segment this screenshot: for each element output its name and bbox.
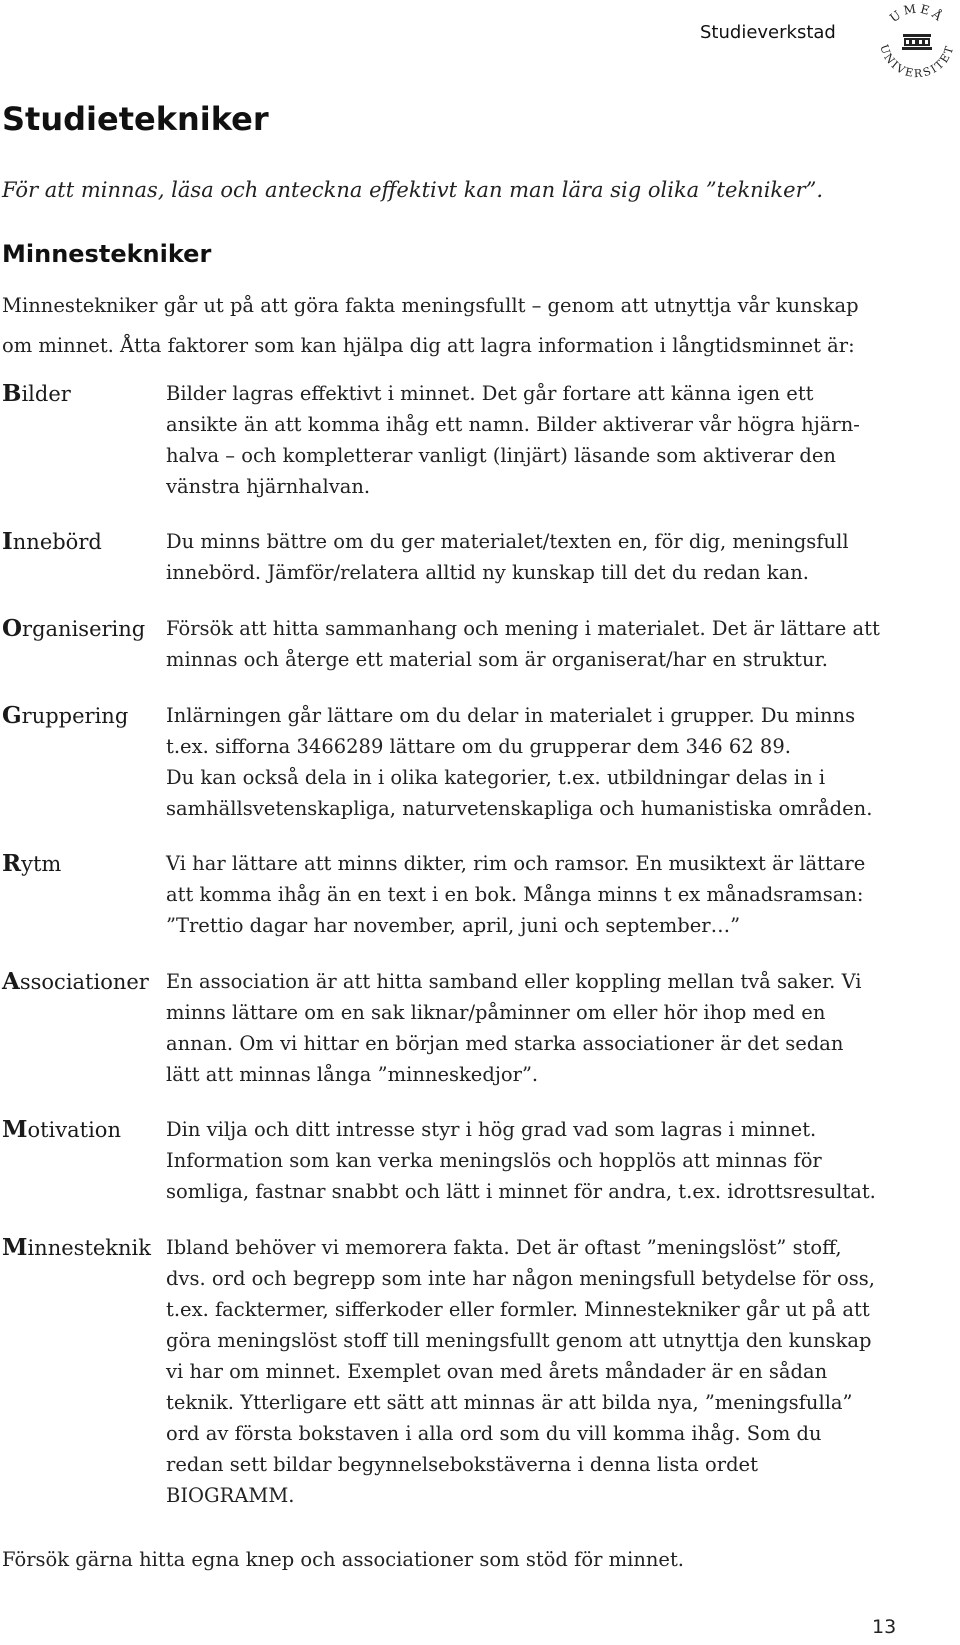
factor-line: redan sett bildar begynnelsebokstäverna i denna lista ordet [166, 1453, 758, 1476]
factor-initial: O [2, 615, 23, 642]
factor-term-rest: ilder [21, 382, 71, 406]
factor-initial: M [2, 1234, 28, 1261]
factor-line: minns lättare om en sak liknar/påminner om eller hör ihop med en [166, 1001, 826, 1024]
factor-line: t.ex. sifforna 3466289 lättare om du grupperar dem 346 62 89. [166, 735, 791, 758]
factor-line: innebörd. Jämför/relatera alltid ny kunskap till det du redan kan. [166, 561, 810, 584]
factor-term [2, 1114, 121, 1146]
factor-line: Du kan också dela in i olika kategorier, t.ex. utbildningar delas in i [166, 766, 826, 789]
factor-term-rest: otivation [27, 1118, 121, 1142]
logo-text-bottom: UNIVERSITET [877, 42, 957, 81]
factor-description [166, 526, 951, 588]
factor-line: ansikte än att komma ihåg ett namn. Bilder aktiverar vår högra hjärn- [166, 413, 860, 436]
factor-line: Inlärningen går lättare om du delar in materialet i grupper. Du minns [166, 704, 856, 727]
factor-line: annan. Om vi hittar en början med starka associationer är det sedan [166, 1032, 844, 1055]
factor-term [2, 848, 61, 880]
factor-initial: R [2, 850, 22, 877]
factor-description [166, 613, 951, 675]
factor-term-rest: ruppering [21, 704, 129, 728]
factor-line: lätt att minnas långa ”minneskedjor”. [166, 1063, 539, 1086]
factor-term-rest: nnebörd [12, 530, 102, 554]
header-label: Studieverkstad [700, 22, 836, 43]
factor-line: att komma ihåg än en text i en bok. Många minns t ex månadsramsan: [166, 883, 864, 906]
factor-initial: A [2, 968, 20, 995]
factor-line: vänstra hjärnhalvan. [166, 475, 371, 498]
factor-description [166, 378, 951, 502]
section-heading: Minnestekniker [2, 240, 212, 268]
factor-term [2, 526, 102, 558]
factor-line: vi har om minnet. Exemplet ovan med årets måndader är en sådan [166, 1360, 828, 1383]
factor-line: BIOGRAMM. [166, 1484, 295, 1507]
factor-line: Ibland behöver vi memorera fakta. Det är oftast ”meningslöst” stoff, [166, 1236, 842, 1259]
factor-line: Bilder lagras effektivt i minnet. Det går fortare att känna igen ett [166, 382, 814, 405]
page-number: 13 [872, 1616, 897, 1638]
factor-initial: I [2, 528, 13, 555]
university-logo [872, 0, 960, 82]
factor-line: minnas och återge ett material som är organiserat/har en struktur. [166, 648, 828, 671]
factor-description [166, 1232, 951, 1511]
factor-line: somliga, fastnar snabbt och lätt i minnet för andra, t.ex. idrottsresultat. [166, 1180, 876, 1203]
factor-initial: G [2, 702, 22, 729]
factor-line: samhällsvetenskapliga, naturvetenskapliga och humanistiska områden. [166, 797, 873, 820]
factor-initial: M [2, 1116, 28, 1143]
factor-term [2, 378, 71, 410]
factor-description [166, 1114, 951, 1207]
factor-line: ord av första bokstaven i alla ord som du vill komma ihåg. Som du [166, 1422, 822, 1445]
factor-line: göra meningslöst stoff till meningsfullt genom att utnyttja den kunskap [166, 1329, 872, 1352]
factor-term [2, 1232, 151, 1264]
factor-term-rest: innesteknik [27, 1236, 151, 1260]
factor-line: ”Trettio dagar har november, april, juni och september…” [166, 914, 741, 937]
svg-text:UMEÅ [887, 1, 948, 25]
factor-term-rest: ytm [21, 852, 62, 876]
factor-line: teknik. Ytterligare ett sätt att minnas är att bilda nya, ”meningsfulla” [166, 1391, 853, 1414]
factor-line: dvs. ord och begrepp som inte har någon meningsfull betydelse för oss, [166, 1267, 875, 1290]
page-title: Studietekniker [2, 100, 269, 138]
factor-line: En association är att hitta samband eller koppling mellan två saker. Vi [166, 970, 862, 993]
factor-term-rest: ssociationer [19, 970, 149, 994]
factor-line: Du minns bättre om du ger materialet/texten en, för dig, meningsfull [166, 530, 849, 553]
factor-line: halva – och kompletterar vanligt (linjärt) läsande som aktiverar den [166, 444, 836, 467]
closing-text: Försök gärna hitta egna knep och associationer som stöd för minnet. [2, 1548, 685, 1571]
factor-term [2, 613, 145, 645]
factor-description [166, 966, 951, 1090]
factor-line: t.ex. facktermer, sifferkoder eller formler. Minnestekniker går ut på att [166, 1298, 870, 1321]
factor-term-rest: rganisering [22, 617, 146, 641]
section-body-line: om minnet. Åtta faktorer som kan hjälpa dig att lagra information i långtidsminnet är: [2, 334, 855, 357]
logo-text-top: UMEÅ [887, 1, 948, 26]
section-body-line: Minnestekniker går ut på att göra fakta meningsfullt – genom att utnyttja vår kunskap [2, 294, 859, 317]
intro-text: För att minnas, läsa och anteckna effektivt kan man lära sig olika ”tekniker”. [2, 178, 824, 202]
factor-line: Information som kan verka meningslös och hopplös att minnas för [166, 1149, 822, 1172]
factor-description [166, 700, 951, 824]
factor-description [166, 848, 951, 941]
factor-term [2, 966, 149, 998]
building-emblem-icon [902, 34, 932, 50]
section-body [2, 286, 952, 366]
factor-line: Din vilja och ditt intresse styr i hög grad vad som lagras i minnet. [166, 1118, 817, 1141]
factor-line: Vi har lättare att minns dikter, rim och ramsor. En musiktext är lättare [166, 852, 866, 875]
factor-initial: B [2, 380, 22, 407]
factor-term [2, 700, 128, 732]
factor-line: Försök att hitta sammanhang och mening i materialet. Det är lättare att [166, 617, 880, 640]
